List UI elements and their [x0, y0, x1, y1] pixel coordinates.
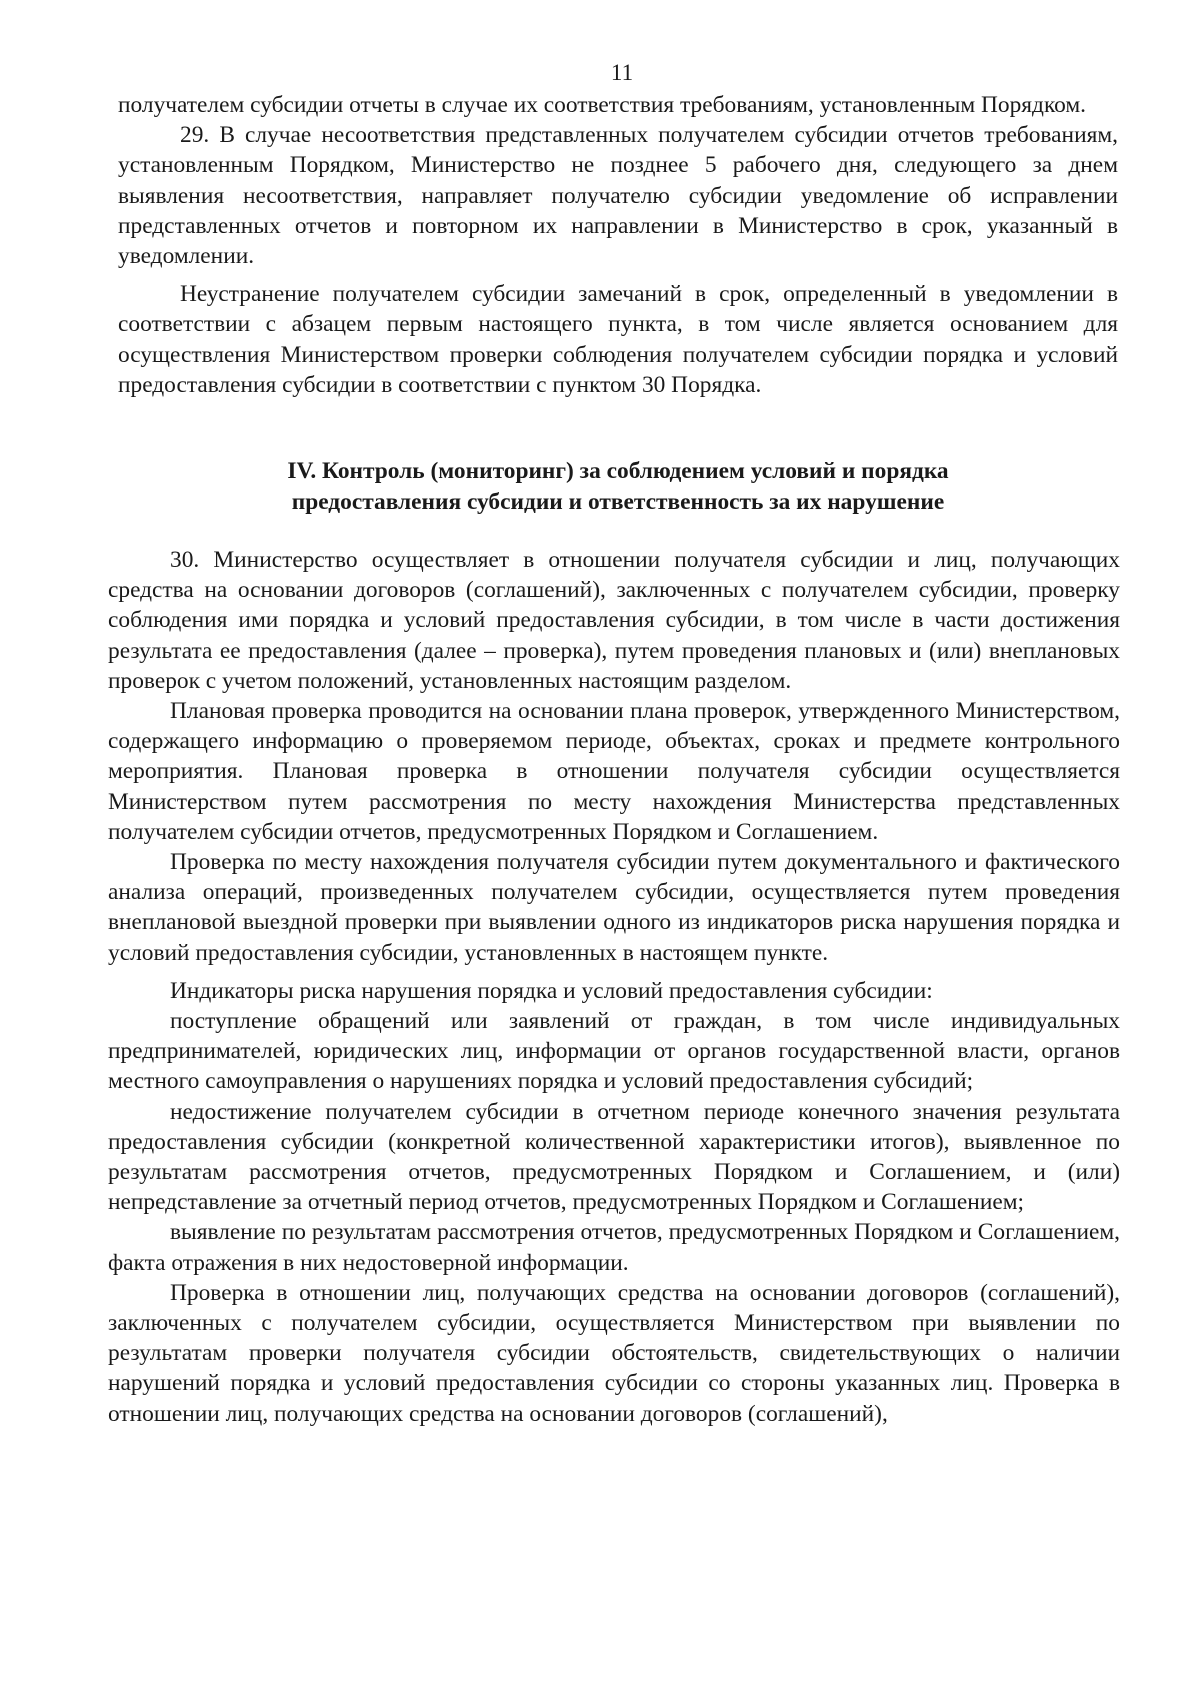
paragraph: Неустранение получателем субсидии замечаний в срок, определенный в уведомлении в соответствии с абзацем первым настоящего пункта, в том числе является основанием для осуществления Министерством проверки соблюдения получателем субсидии порядка и условий предоставления субсидии в соответствии с пунктом 30 Порядка.: [118, 281, 1118, 398]
paragraph-29: 29. В случае несоответствия представленных получателем субсидии отчетов требованиям, установленным Порядком, Министерство не позднее 5 рабочего дня, следующего за днем выявления несоответствия, направляет получателю субсидии уведомление об исправлении представленных отчетов и повторном их направлении в Министерство в срок, указанный в уведомлении.: [118, 122, 1118, 270]
text-block-top: [118, 90, 1118, 400]
text-block-main: [108, 545, 1120, 1429]
section-heading-line: предоставления субсидии и ответственность за их нарушение: [291, 489, 945, 515]
paragraph: Плановая проверка проводится на основании плана проверок, утвержденного Министерством, содержащего информацию о проверяемом периоде, объектах, сроках и предмете контрольного мероприятия. Плановая проверка в отношении получателя субсидии осуществляется Министерством путем рассмотрения по месту нахождения Министерства представленных получателем субсидии отчетов, предусмотренных Порядком и Соглашением.: [108, 698, 1120, 845]
list-item: выявление по результатам рассмотрения отчетов, предусмотренных Порядком и Соглашением, факта отражения в них недостоверной информации.: [108, 1219, 1120, 1276]
list-item: недостижение получателем субсидии в отчетном периоде конечного значения результата предоставления субсидии (конкретной количественной характеристики итогов), выявленное по результатам рассмотрения отчетов, предусмотренных Порядком и Соглашением, и (или) непредставление за отчетный период отчетов, предусмотренных Порядком и Соглашением;: [108, 1098, 1120, 1216]
page-number: 11: [610, 60, 634, 85]
section-heading-line: IV. Контроль (мониторинг) за соблюдением условий и порядка: [287, 458, 949, 484]
paragraph-30: 30. Министерство осуществляет в отношении получателя субсидии и лиц, получающих средства на основании договоров (соглашений), заключенных с получателем субсидии, проверку соблюдения ими порядка и условий предоставления субсидии, в том числе в части достижения результата ее предоставления (далее – проверка), путем проведения плановых и (или) внеплановых проверок с учетом положений, установленных настоящим разделом.: [108, 547, 1120, 694]
paragraph: получателем субсидии отчеты в случае их соответствия требованиям, установленным Порядком.: [118, 92, 1087, 118]
section-heading: [118, 456, 1118, 518]
paragraph: Проверка по месту нахождения получателя субсидии путем документального и фактического анализа операций, произведенных получателем субсидии, осуществляется путем проведения внеплановой выездной проверки при выявлении одного из индикаторов риска нарушения порядка и условий предоставления субсидии, установленных в настоящем пункте.: [108, 849, 1120, 966]
list-item: поступление обращений или заявлений от граждан, в том числе индивидуальных предпринимателей, юридических лиц, информации от органов государственной власти, органов местного самоуправления о нарушениях порядка и условий предоставления субсидий;: [108, 1008, 1120, 1095]
paragraph: Индикаторы риска нарушения порядка и условий предоставления субсидии:: [170, 977, 933, 1004]
paragraph: Проверка в отношении лиц, получающих средства на основании договоров (соглашений), заключенных с получателем субсидии, осуществляется Министерством при выявлении по результатам проверки получателя субсидии обстоятельств, свидетельствующих о наличии нарушений порядка и условий предоставления субсидии со стороны указанных лиц. Проверка в отношении лиц, получающих средства на основании договоров (соглашений),: [108, 1279, 1120, 1427]
